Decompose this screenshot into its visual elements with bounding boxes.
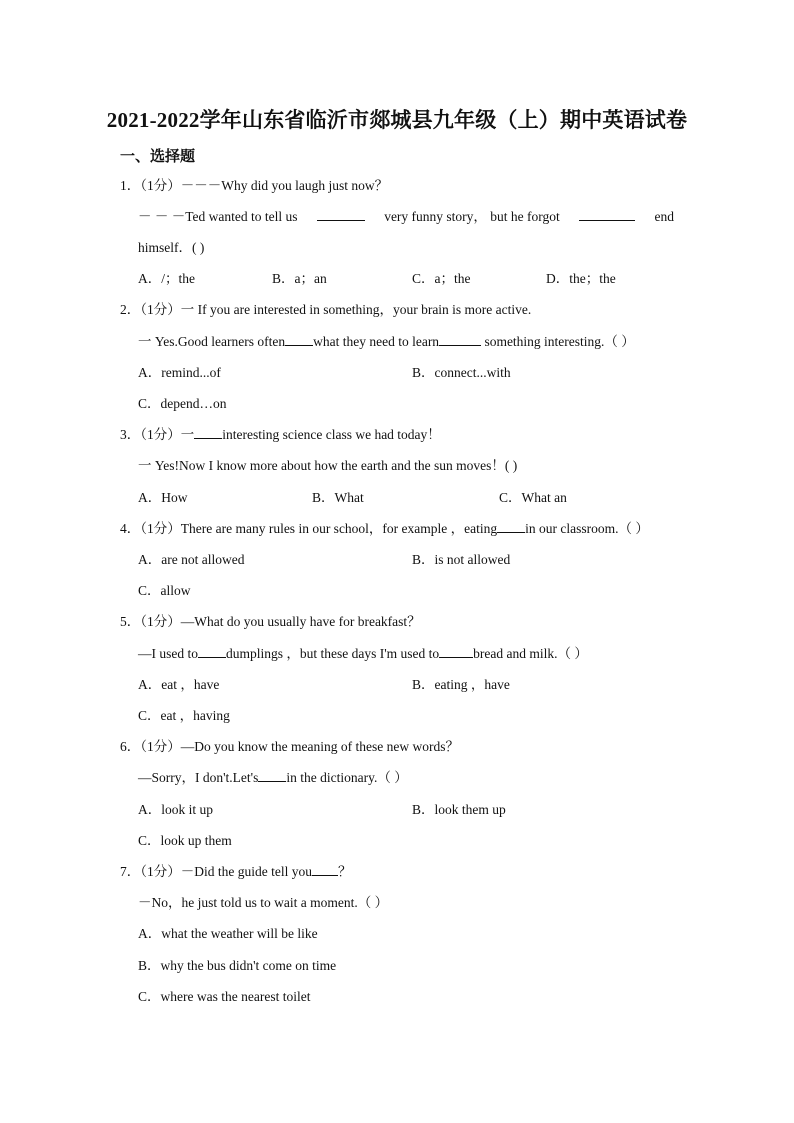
question-7-line-2: －No，he just told us to wait a moment.（ ） (138, 895, 389, 910)
answer-blank (439, 645, 473, 658)
question-5-stem: 5．（1分）—What do you usually have for breakfast？ (120, 614, 421, 629)
option-a: A．are not allowed (138, 552, 245, 567)
q5-text-a: —I used to (138, 646, 198, 661)
q2-text-a: 一 Yes.Good learners often (138, 334, 286, 349)
question-3-line-2: 一 Yes!Now I know more about how the earth and the sun moves！( ) (138, 458, 518, 473)
answer-blank (497, 520, 525, 533)
section-heading: 一、选择题 (120, 149, 196, 165)
option-b: B．connect...with (412, 365, 511, 380)
option-a: A．/；the (138, 271, 195, 286)
q3-text-b: interesting science class we had today！ (222, 427, 441, 442)
q3-text-a: 3．（1分）一 (120, 427, 195, 442)
question-1-line-2 (138, 208, 674, 226)
option-b: B．is not allowed (412, 552, 511, 567)
question-5-line-2 (138, 645, 588, 663)
q5-text-b: dumplings ，but these days I'm used to (226, 646, 440, 661)
question-3-stem (120, 426, 441, 444)
answer-blank (258, 769, 286, 782)
q1-text-c: end (654, 209, 674, 224)
answer-blank (194, 426, 222, 439)
q1-text-a: － － －Ted wanted to tell us (138, 209, 298, 224)
option-b: B．What (312, 490, 364, 505)
q4-text-a: 4．（1分）There are many rules in our school，for example ，eating (120, 521, 498, 536)
question-2-stem: 2．（1分）一 If you are interested in something，your brain is more active. (120, 302, 532, 317)
option-c: C．allow (138, 583, 191, 598)
answer-blank (579, 208, 635, 221)
question-1-line-3: himself．( ) (138, 240, 205, 255)
question-7-stem (120, 863, 351, 881)
answer-blank (317, 208, 365, 221)
option-a: A．what the weather will be like (138, 926, 318, 941)
q1-text-b: very funny story， but he forgot (384, 209, 560, 224)
option-c: C．look up them (138, 833, 232, 848)
question-2-line-2 (138, 333, 635, 351)
option-b: B．eating ，have (412, 677, 510, 692)
option-c: C．eat ，having (138, 708, 230, 723)
question-6-line-2 (138, 769, 408, 787)
exam-title: 2021-2022学年山东省临沂市郯城县九年级（上）期中英语试卷 (106, 108, 688, 132)
option-a: A．remind...of (138, 365, 221, 380)
q6-text-b: in the dictionary.（ ） (286, 770, 408, 785)
q7-text-b: ？ (337, 864, 352, 879)
answer-blank (439, 333, 481, 346)
option-c: C．a；the (412, 271, 471, 286)
option-b: B．why the bus didn't come on time (138, 958, 337, 973)
option-a: A．How (138, 490, 188, 505)
answer-blank (285, 333, 313, 346)
question-1-stem: 1．（1分）－－－Why did you laugh just now？ (120, 178, 389, 193)
q2-text-c: something interesting.（ ） (481, 334, 635, 349)
q4-text-b: in our classroom.（ ） (525, 521, 649, 536)
q5-text-c: bread and milk.（ ） (473, 646, 588, 661)
q6-text-a: —Sorry，I don't.Let's (138, 770, 259, 785)
option-c: C．What an (499, 490, 567, 505)
q2-text-b: what they need to learn (313, 334, 440, 349)
answer-blank (312, 863, 338, 876)
option-a: A．eat ，have (138, 677, 220, 692)
option-a: A．look it up (138, 802, 214, 817)
option-c: C．where was the nearest toilet (138, 989, 311, 1004)
option-b: B．a；an (272, 271, 327, 286)
option-c: C．depend…on (138, 396, 227, 411)
q7-text-a: 7．（1分）－Did the guide tell you (120, 864, 312, 879)
question-4-stem (120, 520, 649, 538)
option-d: D．the；the (546, 271, 616, 286)
answer-blank (198, 645, 226, 658)
question-6-stem: 6．（1分）—Do you know the meaning of these new words？ (120, 739, 459, 754)
option-b: B．look them up (412, 802, 506, 817)
